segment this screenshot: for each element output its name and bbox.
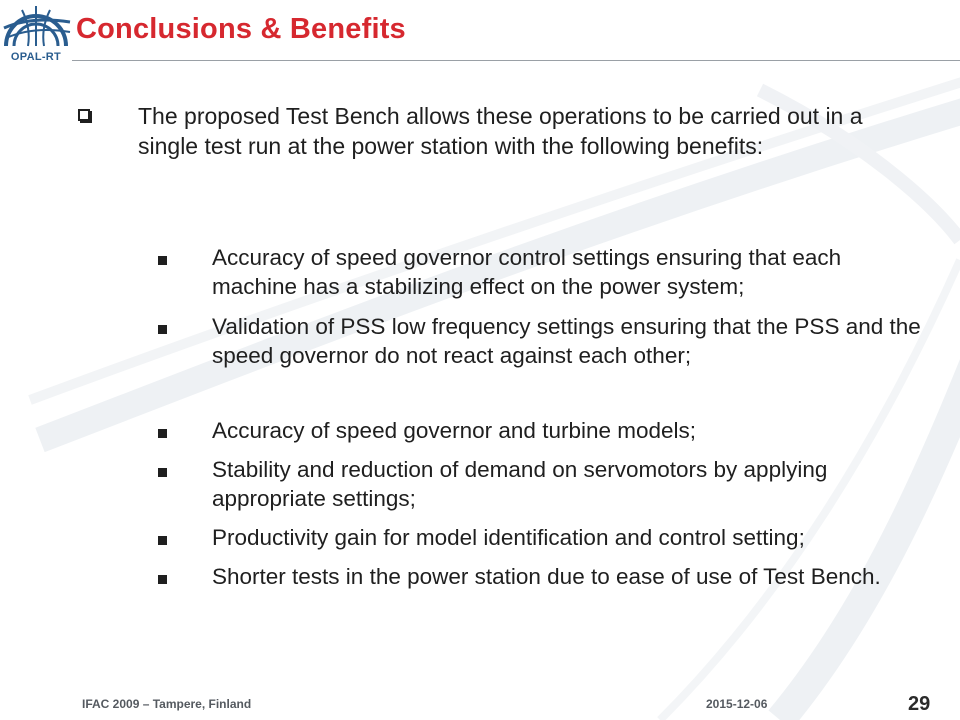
benefit-text: Accuracy of speed governor and turbine models; bbox=[212, 418, 697, 443]
benefit-text: Validation of PSS low frequency settings ensuring that the PSS and the speed governor do not react against each other; bbox=[212, 314, 921, 368]
benefit-text: Accuracy of speed governor control settings ensuring that each machine has a stabilizing effect on the power system; bbox=[212, 245, 842, 299]
square-bullet-icon bbox=[158, 468, 167, 477]
globe-icon bbox=[0, 0, 72, 52]
square-bullet-icon bbox=[158, 429, 167, 438]
benefit-text: Stability and reduction of demand on servomotors by applying appropriate settings; bbox=[212, 457, 828, 511]
benefit-text: Shorter tests in the power station due to ease of use of Test Bench. bbox=[212, 564, 881, 589]
page-number: 29 bbox=[908, 693, 931, 715]
title-divider bbox=[72, 60, 960, 61]
square-bullet-icon bbox=[158, 325, 167, 334]
footer-date: 2015-12-06 bbox=[706, 697, 768, 711]
intro-text: The proposed Test Bench allows these operations to be carried out in a single test run at the power station with the following benefits: bbox=[138, 103, 863, 159]
benefit-text: Productivity gain for model identification and control setting; bbox=[212, 525, 805, 550]
footer-event: IFAC 2009 – Tampere, Finland bbox=[82, 697, 252, 711]
square-bullet-icon bbox=[158, 575, 167, 584]
page-title: Conclusions & Benefits bbox=[76, 13, 406, 45]
opal-rt-logo bbox=[0, 0, 72, 80]
checkbox-bullet-icon bbox=[78, 109, 90, 121]
square-bullet-icon bbox=[158, 536, 167, 545]
square-bullet-icon bbox=[158, 256, 167, 265]
logo-text: OPAL-RT bbox=[10, 51, 62, 63]
